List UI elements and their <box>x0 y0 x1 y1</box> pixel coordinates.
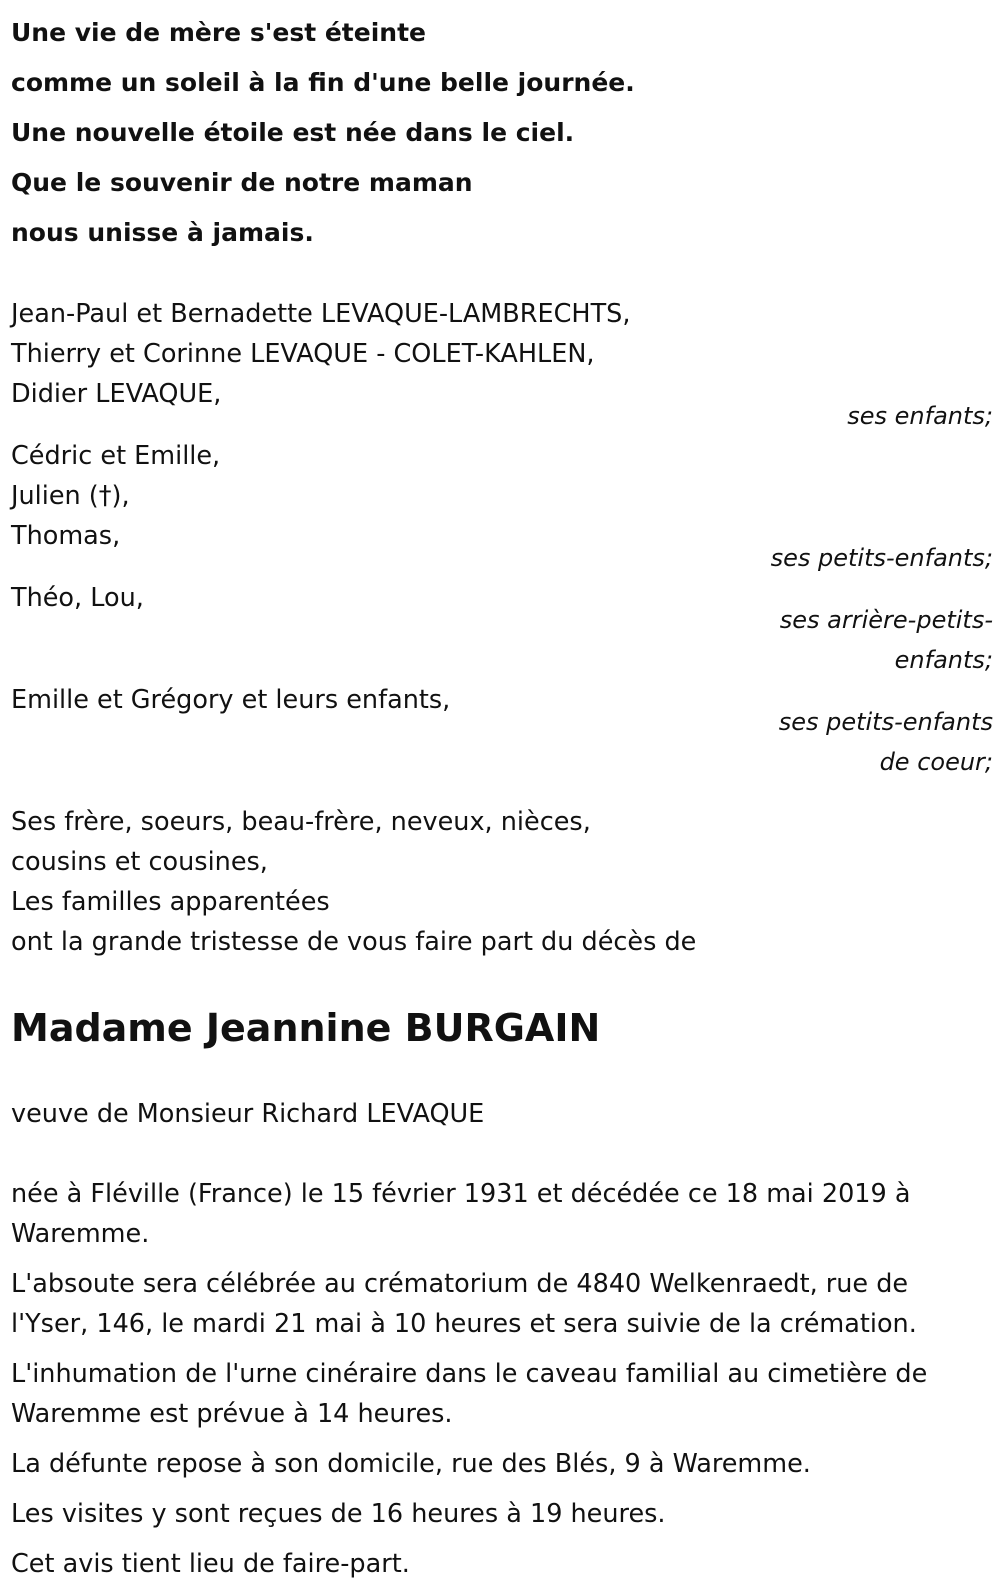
family-line: ont la grande tristesse de vous faire part du décès de <box>11 927 697 957</box>
detail-paragraph: Les visites y sont reçues de 16 heures à 19 heures. <box>11 1499 666 1529</box>
family-line: Les familles apparentées <box>11 887 330 917</box>
family-group-grandchildren <box>11 436 991 578</box>
relation-label: ses arrière-petits- <box>779 606 993 634</box>
family-group-heart <box>11 680 991 782</box>
family-name-line: Julien (†), <box>11 481 130 511</box>
detail-paragraph: née à Fléville (France) le 15 février 1931 et décédée ce 18 mai 2019 à Waremme. <box>11 1179 911 1249</box>
death-notice <box>11 0 991 1584</box>
family-group-great-grandchildren <box>11 578 991 680</box>
relation-label: de coeur; <box>879 748 993 776</box>
relation-label: enfants; <box>894 646 993 674</box>
relation-label: ses enfants; <box>847 402 993 430</box>
poem <box>11 8 991 258</box>
widow-line: veuve de Monsieur Richard LEVAQUE <box>11 1099 485 1129</box>
family-name-line: Jean-Paul et Bernadette LEVAQUE-LAMBRECHTS, <box>11 299 631 329</box>
poem-line: Que le souvenir de notre maman <box>11 168 473 197</box>
notice-details <box>11 1174 991 1584</box>
family-name-line: Thomas, <box>11 521 121 551</box>
extended-family <box>11 802 991 962</box>
detail-paragraph: L'absoute sera célébrée au crématorium de 4840 Welkenraedt, rue de l'Yser, 146, le mardi 21 mai à 10 heures et sera suivie de la crémation. <box>11 1269 917 1339</box>
deceased-name: Madame Jeannine BURGAIN <box>11 1006 601 1050</box>
detail-paragraph: La défunte repose à son domicile, rue des Blés, 9 à Waremme. <box>11 1449 811 1479</box>
poem-line: Une vie de mère s'est éteinte <box>11 18 426 47</box>
family-line: cousins et cousines, <box>11 847 268 877</box>
family-group-children <box>11 294 991 436</box>
family-line: Ses frère, soeurs, beau-frère, neveux, nièces, <box>11 807 591 837</box>
relation-label: ses petits-enfants <box>778 708 993 736</box>
detail-paragraph: Cet avis tient lieu de faire-part. <box>11 1549 410 1579</box>
family-name-line: Thierry et Corinne LEVAQUE - COLET-KAHLEN, <box>11 339 595 369</box>
family-name-line: Théo, Lou, <box>11 583 144 613</box>
family-name-line: Emille et Grégory et leurs enfants, <box>11 685 451 715</box>
poem-line: comme un soleil à la fin d'une belle journée. <box>11 68 635 97</box>
relation-label: ses petits-enfants; <box>770 544 993 572</box>
family-name-line: Didier LEVAQUE, <box>11 379 222 409</box>
family-name-line: Cédric et Emille, <box>11 441 221 471</box>
poem-line: Une nouvelle étoile est née dans le ciel. <box>11 118 575 147</box>
poem-line: nous unisse à jamais. <box>11 218 314 247</box>
detail-paragraph: L'inhumation de l'urne cinéraire dans le caveau familial au cimetière de Waremme est prévue à 14 heures. <box>11 1359 928 1429</box>
